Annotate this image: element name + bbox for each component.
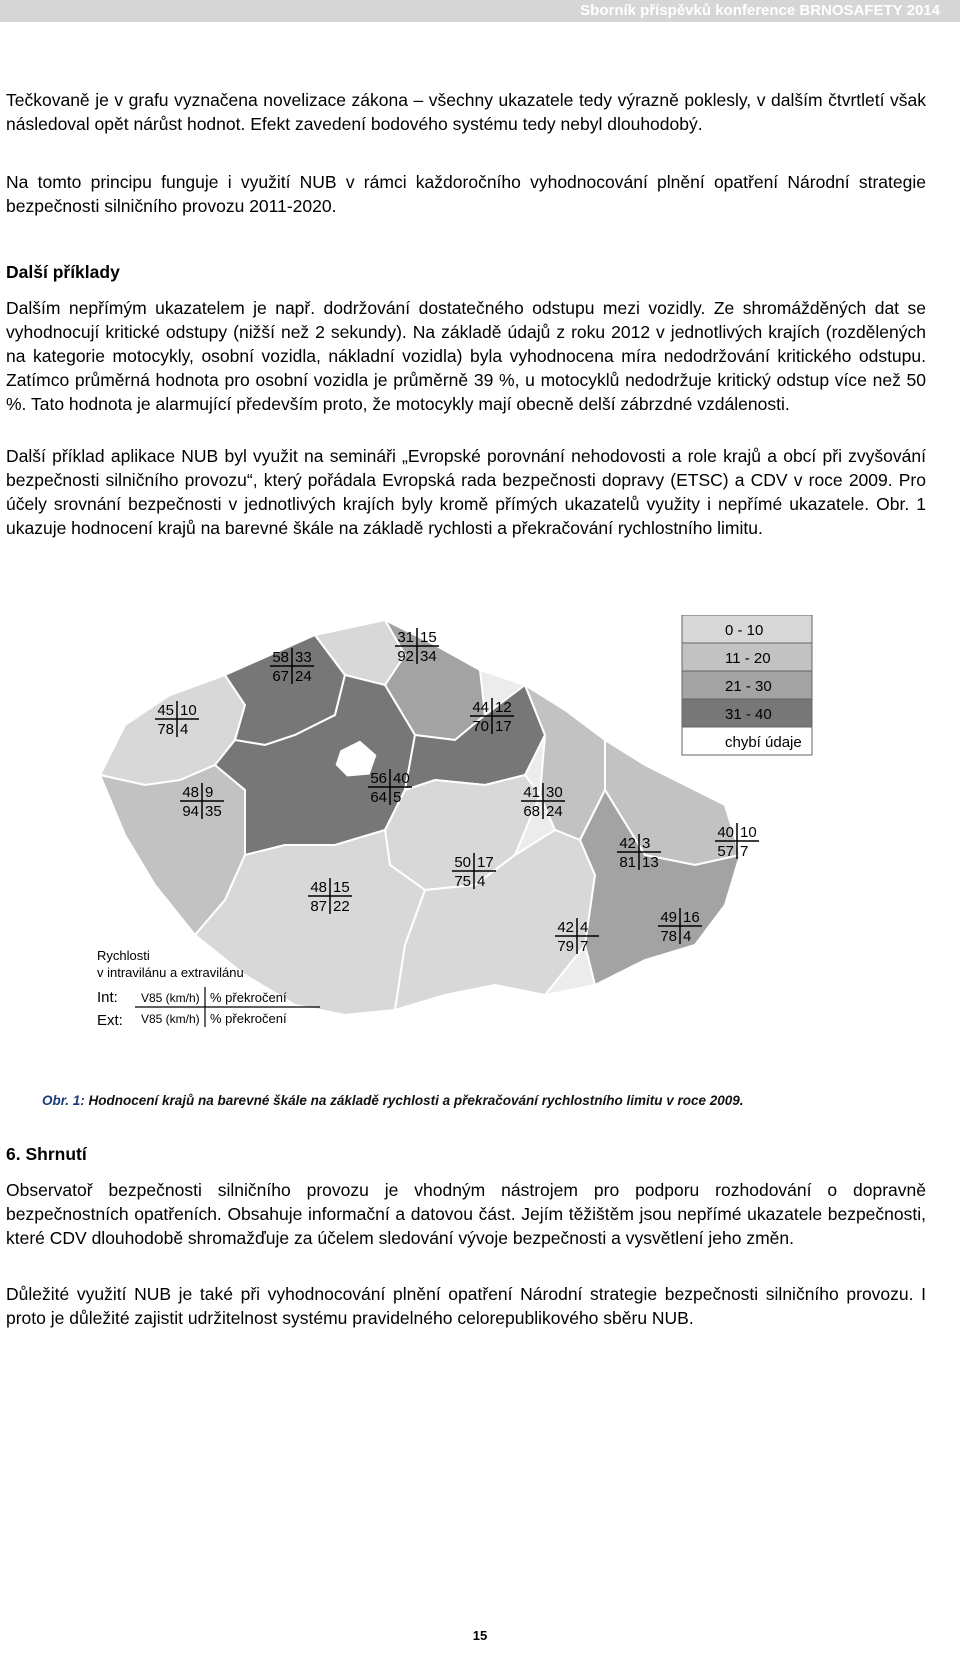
- v85-int: 42: [557, 919, 574, 936]
- v85-int: 56: [370, 770, 387, 787]
- key-ext-pct: % překročení: [210, 1011, 287, 1026]
- region-label: [715, 823, 759, 860]
- color-legend: [682, 615, 812, 755]
- v85-int: 42: [619, 835, 636, 852]
- v85-int: 44: [472, 699, 489, 716]
- pct-int: 3: [642, 835, 651, 852]
- pct-ext: 5: [393, 789, 402, 806]
- region-label: [270, 648, 314, 685]
- v85-int: 31: [397, 629, 414, 646]
- v85-int: 40: [717, 824, 734, 841]
- paragraph: Dalším nepřímým ukazatelem je např. dodržování dostatečného odstupu mezi vozidly. Ze shromážděných dat se vyhodnocují kritické odstupy (nižší než 2 sekundy). Na základě údajů z roku 2012 v jednotlivých krajích (rozdělených na kategorie motocykly, osobní vozidla, nákladní vozidla) byla vyhodnocena míra nedodržování kritického odstupu. Zatímco průměrná hodnota pro osobní vozidla je průměrně 39 %, u motocyklů nedodržuje kritický odstup více než 50 %. Tato hodnota je alarmující především proto, že motocykly mají obecně delší zábrzdné vzdálenosti.: [6, 298, 926, 414]
- legend-label: 31 - 40: [725, 706, 772, 723]
- v85-int: 45: [157, 702, 174, 719]
- running-header: [0, 0, 960, 22]
- pct-ext: 4: [477, 873, 486, 890]
- figure-caption: [42, 1093, 922, 1108]
- legend-label: chybí údaje: [725, 734, 802, 751]
- pct-ext: 34: [420, 648, 437, 665]
- pct-ext: 35: [205, 803, 222, 820]
- key-int-v85: V85 (km/h): [141, 991, 200, 1005]
- caption-label: Obr. 1:: [42, 1093, 85, 1108]
- pct-int: 15: [420, 629, 437, 646]
- czech-regions-map: [85, 615, 875, 1065]
- legend-label: 11 - 20: [725, 650, 771, 667]
- legend-label: 21 - 30: [725, 678, 772, 695]
- key-int-label: Int:: [97, 989, 118, 1006]
- pct-int: 17: [477, 854, 494, 871]
- pct-int: 10: [740, 824, 757, 841]
- v85-int: 48: [182, 784, 199, 801]
- v85-ext: 68: [523, 803, 540, 820]
- pct-ext: 24: [295, 668, 312, 685]
- key-title: Rychlosti: [97, 948, 150, 963]
- pct-ext: 13: [642, 854, 659, 871]
- v85-int: 58: [272, 649, 289, 666]
- figure-map: [85, 615, 875, 1065]
- paragraph: Důležité využití NUB je také při vyhodnocování plnění opatření Národní strategie bezpečnosti silničního provozu. I proto je důležité zajistit udržitelnost systému pravidelného celorepublikového sběru NUB.: [6, 1284, 926, 1328]
- region-label: [521, 783, 565, 820]
- section-heading: 6. Shrnutí: [6, 1144, 87, 1164]
- pct-int: 15: [333, 879, 350, 896]
- pct-int: 33: [295, 649, 312, 666]
- pct-ext: 17: [495, 718, 512, 735]
- paragraph: Tečkovaně je v grafu vyznačena novelizace zákona – všechny ukazatele tedy výrazně poklesly, v dalším čtvrtletí však následoval opět nárůst hodnot. Efekt zavedení bodového systému tedy nebyl dlouhodobý.: [6, 90, 926, 134]
- key-int-pct: % překročení: [210, 990, 287, 1005]
- pct-int: 10: [180, 702, 197, 719]
- pct-int: 9: [205, 784, 214, 801]
- v85-ext: 94: [182, 803, 199, 820]
- pct-int: 30: [546, 784, 563, 801]
- pct-ext: 22: [333, 898, 350, 915]
- v85-ext: 81: [619, 854, 636, 871]
- v85-ext: 70: [472, 718, 489, 735]
- v85-ext: 78: [660, 928, 677, 945]
- section-heading: Další příklady: [6, 262, 120, 282]
- v85-ext: 87: [310, 898, 327, 915]
- pct-int: 4: [580, 919, 589, 936]
- pct-int: 40: [393, 770, 410, 787]
- v85-int: 49: [660, 909, 677, 926]
- pct-ext: 7: [740, 843, 749, 860]
- key-ext-v85: V85 (km/h): [141, 1012, 200, 1026]
- paragraph: Další příklad aplikace NUB byl využit na semináři „Evropské porovnání nehodovosti a role krajů a obcí při zvyšování bezpečnosti silničního provozu“, který pořádala Evropská rada bezpečnosti dopravy (ETSC) a CDV v roce 2009. Pro účely srovnání bezpečnosti v jednotlivých krajích byly kromě přímých ukazatelů využity i nepřímé ukazatele. Obr. 1 ukazuje hodnocení krajů na barevné škále na základě rychlosti a překračování rychlostního limitu.: [6, 446, 926, 538]
- region-label: [308, 878, 352, 915]
- v85-ext: 67: [272, 668, 289, 685]
- conference-title: Sborník příspěvků konference BRNOSAFETY 2014: [580, 2, 940, 19]
- v85-ext: 57: [717, 843, 734, 860]
- key-subtitle: v intravilánu a extravilánu: [97, 965, 244, 980]
- key-ext-label: Ext:: [97, 1012, 123, 1029]
- region-label: [470, 698, 514, 735]
- legend-label: 0 - 10: [725, 622, 764, 639]
- v85-int: 41: [523, 784, 540, 801]
- pct-ext: 7: [580, 938, 589, 955]
- v85-int: 50: [454, 854, 471, 871]
- region-label: [395, 628, 439, 665]
- v85-ext: 64: [370, 789, 387, 806]
- caption-text: Hodnocení krajů na barevné škále na základě rychlosti a překračování rychlostního limitu v roce 2009.: [88, 1093, 744, 1108]
- paragraph: Observatoř bezpečnosti silničního provozu je vhodným nástrojem pro podporu rozhodování o dopravně bezpečnostních opatřeních. Obsahuje informační a datovou část. Jejím těžištěm jsou nepřímé ukazatele bezpečnosti, které CDV dlouhodobě shromažďuje za účelem sledování vývoje bezpečnosti a vysvětlení jeho změn.: [6, 1180, 926, 1248]
- pct-ext: 4: [683, 928, 692, 945]
- pct-ext: 4: [180, 721, 189, 738]
- pct-int: 16: [683, 909, 700, 926]
- pct-ext: 24: [546, 803, 563, 820]
- paragraph: Na tomto principu funguje i využití NUB v rámci každoročního vyhodnocování plnění opatření Národní strategie bezpečnosti silničního provozu 2011-2020.: [6, 172, 926, 216]
- v85-ext: 78: [157, 721, 174, 738]
- v85-ext: 75: [454, 873, 471, 890]
- v85-int: 48: [310, 879, 327, 896]
- v85-ext: 79: [557, 938, 574, 955]
- page-number: 15: [472, 1628, 488, 1643]
- pct-int: 12: [495, 699, 512, 716]
- v85-ext: 92: [397, 648, 414, 665]
